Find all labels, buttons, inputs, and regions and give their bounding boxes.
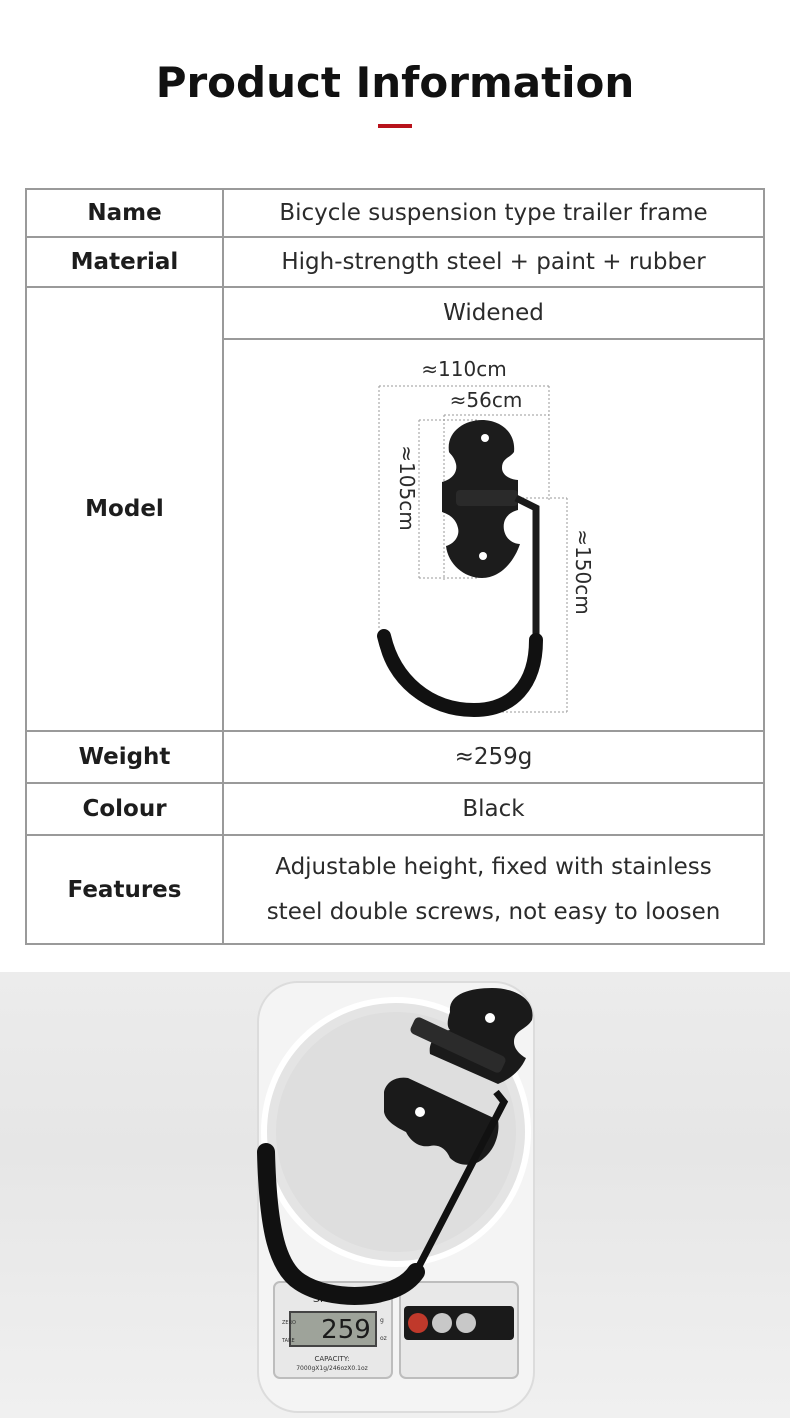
- spec-row-colour: [26, 783, 764, 835]
- hinge-barrel: [456, 490, 518, 506]
- spec-label-weight: Weight: [26, 731, 223, 783]
- spec-row-features: [26, 835, 764, 944]
- page-title: Product Information: [155, 58, 635, 107]
- capacity-value: 7000gX1g/246ozX0.1oz: [296, 1365, 368, 1372]
- unit-g-label: g: [380, 1317, 384, 1324]
- dimension-diagram-cell: [223, 339, 764, 731]
- mode-button-icon: [432, 1313, 452, 1333]
- scale-model-label: SF-400: [312, 1292, 352, 1305]
- lcd-reading: 259: [321, 1315, 371, 1345]
- features-line-1: Adjustable height, fixed with stainless: [275, 853, 712, 880]
- spec-value-weight: ≈259g: [223, 731, 764, 783]
- spec-value-features: [223, 835, 764, 944]
- spec-row-material: [26, 237, 764, 287]
- hook-dimension-diagram: [224, 340, 764, 730]
- hook-rubber-coating: [384, 636, 536, 710]
- dim-total-width: ≈110cm: [421, 357, 507, 381]
- spec-label-material: Material: [26, 237, 223, 287]
- weighing-photo: [0, 972, 790, 1418]
- spec-label-model: Model: [26, 287, 223, 731]
- spec-label-features: Features: [26, 835, 223, 944]
- spec-label-colour: Colour: [26, 783, 223, 835]
- spec-row-weight: [26, 731, 764, 783]
- dim-plate-width: ≈56cm: [449, 388, 523, 412]
- spec-row-model: [26, 287, 764, 339]
- unit-oz-label: oz: [380, 1335, 387, 1342]
- power-button-icon: [408, 1313, 428, 1333]
- tare-label: TARE: [282, 1338, 295, 1344]
- spec-label-name: Name: [26, 189, 223, 237]
- spec-value-colour: Black: [223, 783, 764, 835]
- spec-value-material: High-strength steel + paint + rubber: [223, 237, 764, 287]
- scale-illustration: [0, 972, 790, 1418]
- title-underline: [378, 124, 412, 128]
- spec-value-model: Widened: [223, 287, 764, 339]
- spec-table: [25, 188, 765, 945]
- zero-label: ZERO: [282, 1320, 296, 1326]
- dim-total-height: ≈150cm: [571, 529, 595, 615]
- features-line-2: steel double screws, not easy to loosen: [266, 898, 721, 925]
- tare-button-icon: [456, 1313, 476, 1333]
- spec-value-name: Bicycle suspension type trailer frame: [223, 189, 764, 237]
- dim-plate-height: ≈105cm: [395, 445, 419, 531]
- capacity-label: CAPACITY:: [314, 1355, 350, 1363]
- spec-row-name: [26, 189, 764, 237]
